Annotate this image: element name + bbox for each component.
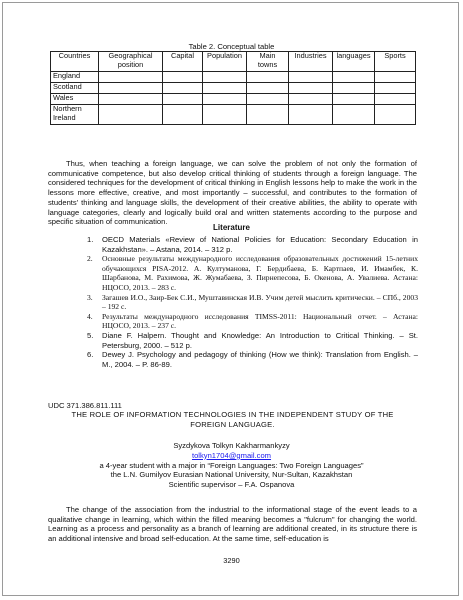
table-row [51, 83, 416, 94]
table-row [51, 105, 416, 125]
row-label: England [51, 72, 99, 83]
reference-list [87, 235, 418, 369]
author-name: Syzdykova Tolkyn Kakharmankyzy [173, 441, 290, 450]
intro-paragraph: The change of the association from the industrial to the informational stage of the event leads to a qualitative change in learning, which within the filled meaning becomes a "fulcrum" for changing the world. Learning as a process and personality as a branch of learning are additional created, in its structure there is an additional intensive and broad self-education. At the same time, self-education is [48, 505, 417, 544]
reference-number: 5. [87, 330, 94, 340]
table-header: Geographical position [99, 52, 163, 72]
reference-item [87, 311, 418, 331]
table-header: Industries [289, 52, 333, 72]
table-header: Sports [375, 52, 416, 72]
reference-number: 3. [87, 292, 93, 302]
table-header: languages [333, 52, 375, 72]
udc-code: UDC 371.386.811.111 [48, 401, 122, 410]
reference-number: 6. [87, 350, 94, 360]
row-label: Wales [51, 94, 99, 105]
reference-item [87, 292, 418, 312]
reference-text: Результаты международного исследования TIMSS-2011: Национальный отчет. – Астана: НЦОСО, 2013. – 237 с. [102, 311, 418, 331]
reference-item [87, 350, 418, 369]
reference-text: Загашев И.О., Заир-Бек С.И., Муштавинская И.В. Учим детей мыслить критически. – СПб., 2003 – 192 с. [102, 292, 418, 312]
table-row [51, 72, 416, 83]
reference-item [87, 254, 418, 292]
table-header: Capital [163, 52, 203, 72]
page-number: 3290 [223, 556, 240, 565]
body-paragraph: Thus, when teaching a foreign language, we can solve the problem of not only the formation of communicative competence, but also develop critical thinking of students through a foreign language. The considered techniques for the development of critical thinking in English lessons help to make the work in the lessons more effective, creative, and most importantly – successful, and contributes to the formation of students' thinking and language skills, the development of their creative abilities, the ability to operate with language categories, clearly and logically build oral and written statements according to the purpose and specific situation of communication. [48, 159, 417, 227]
table-header-row [51, 52, 416, 72]
article-title: THE ROLE OF INFORMATION TECHNOLOGIES IN THE INDEPENDENT STUDY OF THE FOREIGN LANGUAGE. [71, 410, 394, 429]
table-caption: Table 2. Conceptual table [188, 42, 275, 51]
conceptual-table [50, 51, 416, 125]
author-affiliation: the L.N. Gumilyov Eurasian National University, Nur-Sultan, Kazakhstan [110, 470, 353, 480]
reference-text: Dewey J. Psychology and pedagogy of thinking (How we think): Translation from English. – M., 2004. – P. 86-89. [102, 350, 418, 369]
reference-number: 4. [87, 311, 93, 321]
supervisor: Scientific supervisor – F.A. Ospanova [168, 480, 295, 490]
reference-number: 1. [87, 235, 94, 244]
author-role: a 4-year student with a major in “Foreign Languages: Two Foreign Languages” [99, 460, 364, 470]
reference-text: OECD Materials «Review of National Policies for Education: Secondary Education in Kazakhstan». – Astana, 2014. – 312 p. [102, 235, 418, 254]
table-header: Population [203, 52, 247, 72]
table-row [51, 94, 416, 105]
table-header: Countries [51, 52, 99, 72]
reference-text: Diane F. Halpern. Thought and Knowledge: An Introduction to Critical Thinking. – St. Petersburg, 2000. – 512 p. [102, 330, 418, 350]
reference-text: Основные результаты международного исследования образовательных достижений 15-летних обучающихся PISA-2012. А. Култуманова, Г. Бердибаева, Б. Картпаев, И. Имамбек, К. Шарбанова, М. Рахимова, Ж. Жумабаева, З. Пирнепесова, Б. Окенова, А. Увалиева. Астана: НЦОСО, 2013. – 283 с. [102, 254, 418, 292]
table-header: Main towns [247, 52, 289, 72]
author-email-link[interactable]: tolkyn1704@gmail.com [191, 450, 272, 460]
author-block [0, 441, 463, 490]
row-label: Scotland [51, 83, 99, 94]
reference-number: 2. [87, 254, 93, 264]
reference-item [87, 330, 418, 350]
row-label: Northern Ireland [51, 105, 99, 125]
reference-item [87, 235, 418, 254]
literature-heading: Literature [213, 223, 250, 232]
